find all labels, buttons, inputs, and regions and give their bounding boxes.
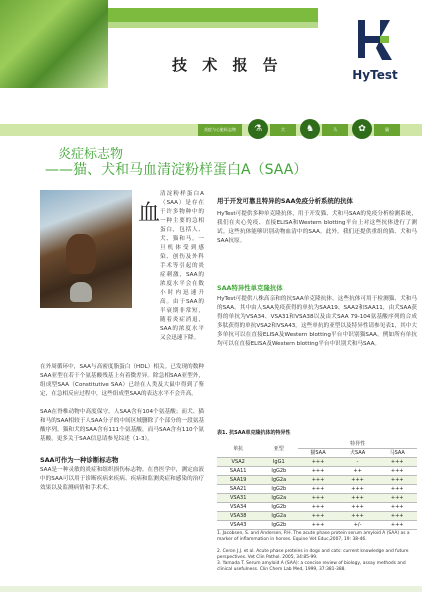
document-type-title: 技 术 报 告 [172, 56, 283, 74]
table-header: 单抗 [217, 440, 259, 458]
table-cell: +++ [377, 512, 417, 521]
table-cell: IgG2b [259, 521, 298, 530]
horse-icon: ♞ [300, 119, 320, 139]
table-group-header: 特异性 [298, 440, 417, 449]
table-cell: IgG2b [259, 485, 298, 494]
table-cell: ++ [338, 467, 378, 476]
table-cell: +++ [298, 494, 338, 503]
table-caption: 表1. 抗SAA单克隆抗体的特异性 [217, 430, 291, 436]
table-cell: +++ [298, 467, 338, 476]
horses-and-cat-photo [40, 190, 132, 308]
table-cell: SAA11 [217, 467, 259, 476]
intro-paragraph-2: 在外周循环中，SAA与高密度脂蛋白（HDL）相关。已发现的数种SAA亚型在若干个氨基酸残基上有着微差异。除急相SAA亚型外，组成型SAA（Constitutive SAA）已经在人类及大鼠中得到了鉴定，在急相反应过程中，这些组成型SAA的表达水平不会升高。 [40, 364, 204, 397]
header-grass-photo [0, 0, 108, 88]
table-cell: +++ [298, 503, 338, 512]
table-row [217, 494, 417, 503]
table-cell: +++ [338, 503, 378, 512]
table-header: 猫SAA [298, 449, 338, 458]
diagnostic-marker-text: SAA是一种灵敏的炎症和组织损伤标志物。在兽医学中，测定血液中的SAA可以用于诊断疾病来疾病、疾病和监测炎症和感染的治疗效果以及监测病情和手术术。 [40, 467, 204, 491]
table-cell: SAA19 [217, 476, 259, 485]
table-row [217, 476, 417, 485]
table-cell: +++ [298, 512, 338, 521]
table-cell: VSA2 [217, 458, 259, 467]
table-cell: +++ [377, 485, 417, 494]
footer-band [0, 586, 422, 592]
flask-icon: ⚗ [248, 119, 268, 139]
table-cell: VSA43 [217, 521, 259, 530]
table-cell: +++ [298, 485, 338, 494]
table-cell: IgG2a [259, 494, 298, 503]
table-row [217, 485, 417, 494]
header-band-light [108, 22, 318, 28]
table-cell: IgG2a [259, 476, 298, 485]
table-cell: VSA31 [217, 494, 259, 503]
table-row [217, 512, 417, 521]
table-header: 马SAA [377, 449, 417, 458]
table-cell: +++ [298, 476, 338, 485]
category-dog: 犬 [270, 124, 296, 136]
table-cell: SAA21 [217, 485, 259, 494]
table-cell: - [338, 458, 378, 467]
title-line-1: 炎症标志物 [58, 147, 124, 162]
table-cell: +++ [377, 467, 417, 476]
specificity-table [217, 440, 417, 530]
drop-cap: 血 [138, 201, 161, 226]
table-header: 亚型 [259, 440, 298, 458]
table-cell: +++ [377, 503, 417, 512]
table-cell: +++ [298, 458, 338, 467]
table-cell: IgG2b [259, 467, 298, 476]
table-cell: +++ [377, 494, 417, 503]
category-horse: 马 [322, 124, 348, 136]
table-header: 犬SAA [338, 449, 378, 458]
table-row [217, 521, 417, 530]
intro-paragraph: 清淀粉样蛋白A（SAA）是存在于许多物种中的一种主要的急相蛋白，包括人、犬、猫和马。一旦机体受到感染、创伤及外科手术等引起的炎症刺激，SAA的浓度水平会在数小时内迅速升高。由于SAA的半衰期非常短，随着炎症消退，SAA的浓度水平又会迅速下降。 [160, 191, 204, 341]
table-cell: +++ [377, 521, 417, 530]
table-cell: +++ [338, 476, 378, 485]
table-cell: +++ [338, 494, 378, 503]
reference-3: 3. Yamada T. Serum amyloid A (SAA): a concise review of biology, assay methods and clinical usefulness. Clin Chem Lab Med, 1999, 37:381-388. [217, 561, 406, 572]
table-cell: VSA34 [217, 503, 259, 512]
antibody-section-heading: 用于开发可靠且特异的SAA免疫分析系统的抗体 [217, 197, 353, 205]
table-cell: +++ [338, 512, 378, 521]
cat-icon: ✿ [352, 119, 372, 139]
category-inflammation: 炎症与心脏标志物 [198, 124, 242, 136]
table-cell: +++ [377, 476, 417, 485]
table-cell: VSA38 [217, 512, 259, 521]
table-cell: +++ [377, 458, 417, 467]
reference-1: 1. Jacobsen, S. and Andersen, P.H. The acute phase protein serum amyloid A (SAA) as a marker of inflammation in horses. Equine Vet Educ,2007, 19: 38-46. [217, 531, 410, 542]
table-row [217, 503, 417, 512]
table-cell: IgG1 [259, 458, 298, 467]
diagnostic-marker-heading: SAA可作为一种诊断标志物 [40, 456, 119, 464]
mab-sub-heading: SAA特异性单克隆抗体 [217, 284, 283, 292]
logo-text: HyTest [352, 68, 398, 82]
category-cat: 猫 [374, 124, 400, 136]
reference-2: 2. Ceron J.J. et al. Acute phase proteins in dogs and cats: current knowledge and future perspectives. Vet Clin Pathol. 2005, 34:85-99. [217, 549, 409, 560]
table-row [217, 467, 417, 476]
title-line-2: ——猫、犬和马血清淀粉样蛋白A（SAA） [45, 162, 308, 178]
table-row [217, 458, 417, 467]
hytest-logo [340, 18, 410, 82]
table-cell: IgG2b [259, 503, 298, 512]
table-cell: IgG2a [259, 512, 298, 521]
intro-paragraph-3: SAA在脊椎动物中高度保守。人SAA含有104个氨基酸；而犬、猫和马的SAA相较于人SAA分子的中间区域删除了个部分的一段氨基酸序列。猫和犬的SAA含有111个氨基酸，而马SAA含有110个氨基酸。更多关于SAA信息请参见综述（1-3）。 [40, 409, 204, 442]
table-cell: +++ [338, 485, 378, 494]
hytest-logo-icon [340, 18, 410, 62]
mab-sub-text: HyTest可提供八株高亲和的抗SAA单克隆抗体。这些抗体可用于检测猫、犬和马的SAA。其中由人SAA免疫获得的单抗为SAA19、SAA2和SAA11，由犬SAA获得的单抗为VSA34、VSA31和VSA38以及由犬SAA 79-104氨基酸序列的合成多肽获得的单抗VSA2和VSA43。这些单抗的亚型以及特异性请参见表1，其中大多单抗可以在直接ELISA及Western blotting平台中识别猫SAA。例如所有单抗均可以在直接ELISA及Western blotting平台中识别犬和马SAA。 [217, 296, 417, 347]
table-cell: +/- [338, 521, 378, 530]
antibody-section-text: HyTest可提供多种单克隆抗体，用于开发猫、犬和马SAA的免疫分析检测系统，我们在夹心免疫、直接ELISA和Western blotting平台上对这些抗体进行了测试。这些抗体能够识别动物血清中的SAA。此外，我们还提供重组的猫、犬和马SAA抗原。 [217, 211, 417, 244]
table-cell: +++ [298, 521, 338, 530]
